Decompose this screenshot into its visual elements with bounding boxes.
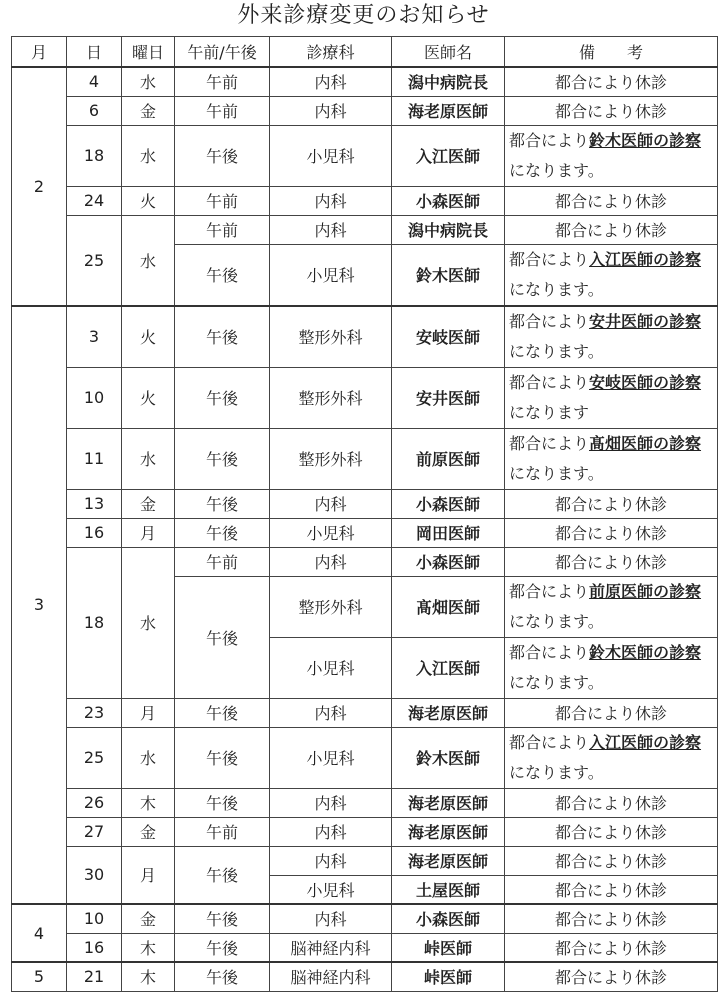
table-row — [12, 67, 718, 96]
col-header-day: 日 — [67, 37, 122, 68]
weekday-cell: 水 — [122, 428, 175, 489]
department-cell: 内科 — [270, 698, 392, 727]
ampm-cell: 午後 — [175, 576, 270, 698]
department-cell: 内科 — [270, 817, 392, 846]
day-cell: 4 — [67, 67, 122, 96]
table-row — [12, 547, 718, 576]
weekday-cell: 水 — [122, 125, 175, 186]
table-row — [12, 125, 718, 186]
substitute-doctor: 安井医師の診察 — [589, 311, 702, 331]
remarks-cell: 都合により休診 — [505, 186, 718, 215]
weekday-cell: 火 — [122, 186, 175, 215]
remarks-prefix: 都合により — [509, 249, 590, 269]
ampm-cell: 午後 — [175, 428, 270, 489]
department-cell: 整形外科 — [270, 367, 392, 428]
remarks-prefix: 都合により — [509, 433, 590, 453]
day-cell: 23 — [67, 698, 122, 727]
department-cell: 内科 — [270, 96, 392, 125]
ampm-cell: 午後 — [175, 788, 270, 817]
table-row — [12, 186, 718, 215]
substitute-doctor: 鈴木医師の診察 — [589, 642, 702, 662]
ampm-cell: 午前 — [175, 215, 270, 244]
table-row — [12, 727, 718, 788]
table-row — [12, 518, 718, 547]
day-cell: 30 — [67, 846, 122, 904]
remarks-cell: 都合により休診 — [505, 215, 718, 244]
doctor-cell: 潟中病院長 — [392, 215, 505, 244]
department-cell: 小児科 — [270, 244, 392, 306]
ampm-cell: 午後 — [175, 846, 270, 904]
weekday-cell: 金 — [122, 817, 175, 846]
department-cell: 内科 — [270, 547, 392, 576]
weekday-cell: 火 — [122, 367, 175, 428]
weekday-cell: 金 — [122, 489, 175, 518]
doctor-cell: 小森医師 — [392, 547, 505, 576]
doctor-cell: 安岐医師 — [392, 306, 505, 368]
day-cell: 6 — [67, 96, 122, 125]
table-row — [12, 817, 718, 846]
remarks-cell — [505, 125, 718, 186]
department-cell: 整形外科 — [270, 306, 392, 368]
department-cell: 小児科 — [270, 875, 392, 904]
remarks-cell: 都合により休診 — [505, 489, 718, 518]
remarks-suffix: になります。 — [509, 279, 604, 299]
table-row — [12, 215, 718, 244]
remarks-suffix: になります。 — [509, 463, 604, 483]
remarks-prefix: 都合により — [509, 642, 590, 662]
substitute-doctor: 髙畑医師の診察 — [589, 433, 702, 453]
doctor-cell: 土屋医師 — [392, 875, 505, 904]
department-cell: 内科 — [270, 489, 392, 518]
day-cell: 10 — [67, 904, 122, 933]
doctor-cell: 海老原医師 — [392, 96, 505, 125]
day-cell: 3 — [67, 306, 122, 368]
substitute-doctor: 入江医師の診察 — [589, 249, 702, 269]
doctor-cell: 峠医師 — [392, 933, 505, 962]
ampm-cell: 午後 — [175, 904, 270, 933]
remarks-cell — [505, 727, 718, 788]
day-cell: 16 — [67, 933, 122, 962]
department-cell: 脳神経内科 — [270, 933, 392, 962]
substitute-doctor: 前原医師の診察 — [589, 581, 702, 601]
doctor-cell: 入江医師 — [392, 125, 505, 186]
ampm-cell: 午後 — [175, 489, 270, 518]
department-cell: 小児科 — [270, 125, 392, 186]
schedule-table — [11, 36, 718, 992]
remarks-suffix: になります。 — [509, 762, 604, 782]
ampm-cell: 午前 — [175, 96, 270, 125]
ampm-cell: 午後 — [175, 933, 270, 962]
ampm-cell: 午後 — [175, 244, 270, 306]
remarks-prefix: 都合により — [509, 311, 590, 331]
substitute-doctor: 安岐医師の診察 — [589, 372, 702, 392]
remarks-suffix: になります。 — [509, 160, 604, 180]
remarks-prefix: 都合により — [509, 372, 590, 392]
doctor-cell: 前原医師 — [392, 428, 505, 489]
day-cell: 27 — [67, 817, 122, 846]
department-cell: 整形外科 — [270, 576, 392, 637]
doctor-cell: 髙畑医師 — [392, 576, 505, 637]
remarks-suffix: になります。 — [509, 611, 604, 631]
weekday-cell: 水 — [122, 215, 175, 306]
remarks-cell — [505, 244, 718, 306]
day-cell: 18 — [67, 125, 122, 186]
col-header-month: 月 — [12, 37, 67, 68]
remarks-suffix: になります。 — [509, 672, 604, 692]
doctor-cell: 潟中病院長 — [392, 67, 505, 96]
month-cell: 4 — [12, 904, 67, 962]
ampm-cell: 午後 — [175, 727, 270, 788]
remarks-cell: 都合により休診 — [505, 67, 718, 96]
remarks-prefix: 都合により — [509, 130, 590, 150]
doctor-cell: 峠医師 — [392, 962, 505, 991]
remarks-cell — [505, 637, 718, 698]
day-cell: 26 — [67, 788, 122, 817]
remarks-cell: 都合により休診 — [505, 817, 718, 846]
ampm-cell: 午前 — [175, 67, 270, 96]
doctor-cell: 海老原医師 — [392, 698, 505, 727]
remarks-cell: 都合により休診 — [505, 933, 718, 962]
doctor-cell: 小森医師 — [392, 186, 505, 215]
weekday-cell: 金 — [122, 904, 175, 933]
weekday-cell: 水 — [122, 547, 175, 698]
table-row — [12, 489, 718, 518]
month-cell: 3 — [12, 306, 67, 905]
remarks-cell: 都合により休診 — [505, 846, 718, 875]
remarks-prefix: 都合により — [509, 732, 590, 752]
page-title: 外来診療変更のお知らせ — [237, 3, 490, 28]
day-cell: 13 — [67, 489, 122, 518]
doctor-cell: 海老原医師 — [392, 788, 505, 817]
department-cell: 小児科 — [270, 518, 392, 547]
table-row — [12, 698, 718, 727]
weekday-cell: 木 — [122, 962, 175, 991]
remarks-cell: 都合により休診 — [505, 518, 718, 547]
remarks-cell — [505, 306, 718, 368]
table-row — [12, 96, 718, 125]
remarks-cell — [505, 576, 718, 637]
weekday-cell: 火 — [122, 306, 175, 368]
weekday-cell: 月 — [122, 698, 175, 727]
ampm-cell: 午後 — [175, 518, 270, 547]
day-cell: 24 — [67, 186, 122, 215]
weekday-cell: 月 — [122, 846, 175, 904]
table-row — [12, 904, 718, 933]
department-cell: 脳神経内科 — [270, 962, 392, 991]
weekday-cell: 木 — [122, 788, 175, 817]
table-row — [12, 428, 718, 489]
day-cell: 25 — [67, 727, 122, 788]
col-header-department: 診療科 — [270, 37, 392, 68]
department-cell: 内科 — [270, 904, 392, 933]
ampm-cell: 午後 — [175, 962, 270, 991]
remarks-suffix: になります — [509, 402, 590, 422]
table-row — [12, 846, 718, 875]
remarks-cell: 都合により休診 — [505, 698, 718, 727]
table-row — [12, 933, 718, 962]
col-header-doctor: 医師名 — [392, 37, 505, 68]
day-cell: 21 — [67, 962, 122, 991]
doctor-cell: 小森医師 — [392, 904, 505, 933]
header-row — [12, 37, 718, 68]
remarks-cell: 都合により休診 — [505, 962, 718, 991]
ampm-cell: 午前 — [175, 186, 270, 215]
remarks-cell: 都合により休診 — [505, 875, 718, 904]
remarks-cell: 都合により休診 — [505, 96, 718, 125]
doctor-cell: 海老原医師 — [392, 846, 505, 875]
ampm-cell: 午後 — [175, 367, 270, 428]
substitute-doctor: 鈴木医師の診察 — [589, 130, 702, 150]
table-row — [12, 962, 718, 991]
day-cell: 18 — [67, 547, 122, 698]
department-cell: 内科 — [270, 215, 392, 244]
day-cell: 11 — [67, 428, 122, 489]
doctor-cell: 安井医師 — [392, 367, 505, 428]
remarks-suffix: になります。 — [509, 341, 604, 361]
substitute-doctor: 入江医師の診察 — [589, 732, 702, 752]
day-cell: 16 — [67, 518, 122, 547]
doctor-cell: 入江医師 — [392, 637, 505, 698]
table-row — [12, 788, 718, 817]
doctor-cell: 鈴木医師 — [392, 727, 505, 788]
ampm-cell: 午前 — [175, 817, 270, 846]
remarks-cell: 都合により休診 — [505, 904, 718, 933]
department-cell: 整形外科 — [270, 428, 392, 489]
doctor-cell: 海老原医師 — [392, 817, 505, 846]
col-header-remarks: 備 考 — [505, 37, 718, 68]
col-header-ampm: 午前/午後 — [175, 37, 270, 68]
col-header-weekday: 曜日 — [122, 37, 175, 68]
ampm-cell: 午前 — [175, 547, 270, 576]
department-cell: 内科 — [270, 67, 392, 96]
month-cell: 5 — [12, 962, 67, 991]
ampm-cell: 午後 — [175, 306, 270, 368]
department-cell: 内科 — [270, 846, 392, 875]
ampm-cell: 午後 — [175, 698, 270, 727]
ampm-cell: 午後 — [175, 125, 270, 186]
remarks-cell — [505, 367, 718, 428]
weekday-cell: 水 — [122, 67, 175, 96]
table-row — [12, 367, 718, 428]
month-cell: 2 — [12, 67, 67, 306]
department-cell: 内科 — [270, 186, 392, 215]
doctor-cell: 岡田医師 — [392, 518, 505, 547]
weekday-cell: 木 — [122, 933, 175, 962]
day-cell: 25 — [67, 215, 122, 306]
day-cell: 10 — [67, 367, 122, 428]
remarks-cell: 都合により休診 — [505, 547, 718, 576]
remarks-prefix: 都合により — [509, 581, 590, 601]
table-row — [12, 306, 718, 368]
doctor-cell: 鈴木医師 — [392, 244, 505, 306]
remarks-cell — [505, 428, 718, 489]
weekday-cell: 金 — [122, 96, 175, 125]
weekday-cell: 水 — [122, 727, 175, 788]
department-cell: 内科 — [270, 788, 392, 817]
weekday-cell: 月 — [122, 518, 175, 547]
remarks-cell: 都合により休診 — [505, 788, 718, 817]
department-cell: 小児科 — [270, 727, 392, 788]
doctor-cell: 小森医師 — [392, 489, 505, 518]
department-cell: 小児科 — [270, 637, 392, 698]
